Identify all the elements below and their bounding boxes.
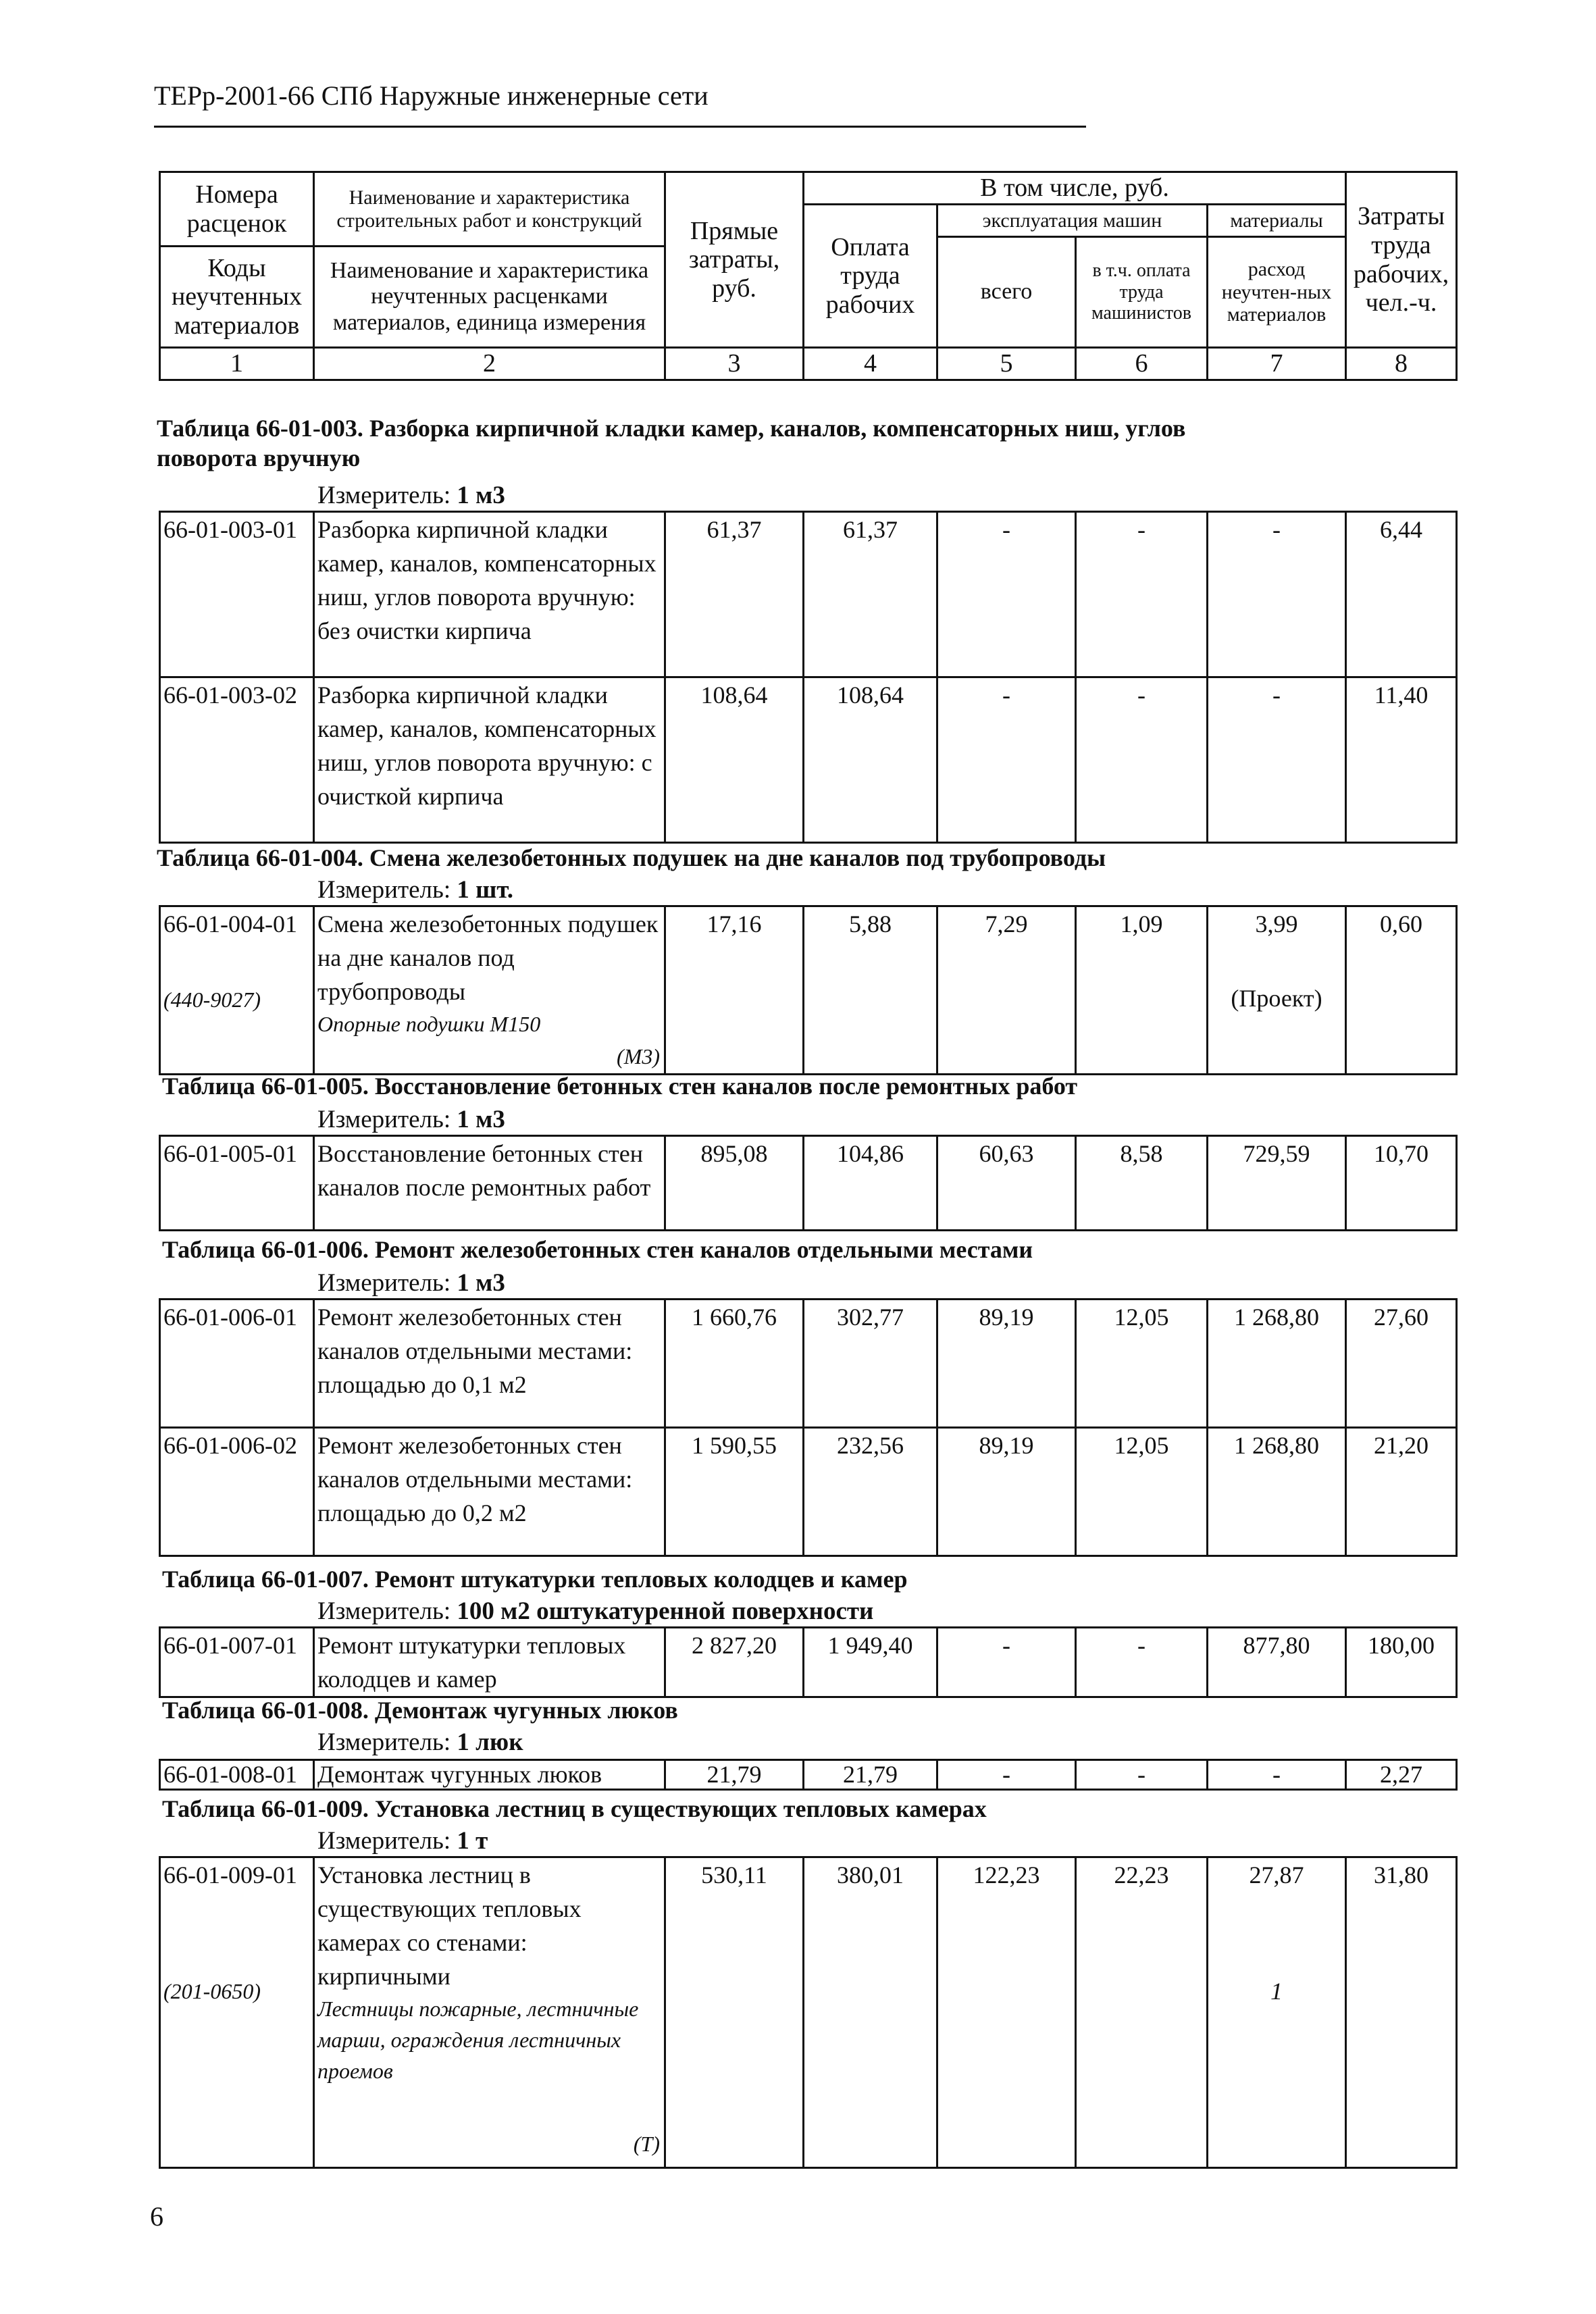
col-number: 8 bbox=[1346, 348, 1457, 380]
materials-cost: 3,99 bbox=[1255, 910, 1298, 937]
work-name-cell bbox=[314, 906, 665, 1075]
direct-cost: 108,64 bbox=[665, 677, 804, 843]
rate-code: 66-01-009-01 bbox=[163, 1861, 297, 1888]
work-name: Восстановление бетонных стен каналов после ремонтных работ bbox=[314, 1136, 665, 1231]
section-title: Таблица 66-01-008. Демонтаж чугунных люков bbox=[162, 1697, 678, 1724]
column-header-table bbox=[159, 171, 1458, 381]
material-consumption: 1 bbox=[1270, 1978, 1283, 2005]
col-number: 3 bbox=[665, 348, 804, 380]
material-code: (440-9027) bbox=[163, 987, 261, 1012]
direct-cost: 21,79 bbox=[665, 1760, 804, 1790]
work-name-cell bbox=[314, 1857, 665, 2168]
machinist-pay: - bbox=[1076, 1628, 1208, 1697]
labor-hours: 10,70 bbox=[1346, 1136, 1457, 1231]
work-name: Разборка кирпичной кладки камер, каналов, компенсаторных ниш, углов поворота вручную: без очистки кирпича bbox=[314, 512, 665, 677]
table-row bbox=[160, 1628, 1457, 1697]
rate-code: 66-01-004-01 bbox=[163, 910, 297, 937]
header-rule bbox=[154, 126, 1086, 128]
col-head-7: расход неучтен-ных материалов bbox=[1208, 237, 1346, 348]
section-unit: Измеритель: 1 м3 bbox=[317, 1106, 505, 1133]
rate-code: 66-01-006-02 bbox=[160, 1428, 314, 1556]
work-name: Смена железобетонных подушек на дне каналов под трубопроводы bbox=[317, 910, 659, 1005]
section-table bbox=[159, 511, 1458, 844]
labor-pay: 232,56 bbox=[804, 1428, 937, 1556]
section-title: Таблица 66-01-003. Разборка кирпичной кладки камер, каналов, компенсаторных ниш, углов поворота вручную bbox=[157, 415, 1186, 471]
materials-cost: 729,59 bbox=[1208, 1136, 1346, 1231]
section-title: Таблица 66-01-009. Установка лестниц в существующих тепловых камерах bbox=[162, 1795, 987, 1822]
section-table bbox=[159, 1856, 1458, 2169]
material-unit: (Т) bbox=[633, 2132, 660, 2156]
material-unit: (М3) bbox=[617, 1044, 660, 1069]
rate-code: 66-01-005-01 bbox=[160, 1136, 314, 1231]
rate-code: 66-01-007-01 bbox=[160, 1628, 314, 1697]
col-number: 6 bbox=[1076, 348, 1208, 380]
material-code: (201-0650) bbox=[163, 1979, 261, 2003]
labor-pay: 104,86 bbox=[804, 1136, 937, 1231]
materials-cost: 1 268,80 bbox=[1208, 1428, 1346, 1556]
machinist-pay: - bbox=[1076, 1760, 1208, 1790]
table-row bbox=[160, 1136, 1457, 1231]
labor-pay: 302,77 bbox=[804, 1300, 937, 1428]
col-head-4: Оплата труда рабочих bbox=[804, 205, 937, 348]
section-title: Таблица 66-01-007. Ремонт штукатурки тепловых колодцев и камер bbox=[162, 1566, 908, 1593]
direct-cost: 895,08 bbox=[665, 1136, 804, 1231]
materials-cell bbox=[1208, 1857, 1346, 2168]
materials-cost: - bbox=[1208, 677, 1346, 843]
section-table bbox=[159, 1759, 1458, 1791]
col-head-1b: Коды неучтенных материалов bbox=[160, 247, 314, 348]
machinist-pay: - bbox=[1076, 677, 1208, 843]
section-unit: Измеритель: 1 м3 bbox=[317, 1269, 505, 1297]
machines-total: 122,23 bbox=[937, 1857, 1076, 2168]
labor-pay: 5,88 bbox=[804, 906, 937, 1075]
running-header: ТЕРр-2001-66 СПб Наружные инженерные сети bbox=[154, 80, 709, 111]
rate-code: 66-01-003-01 bbox=[160, 512, 314, 677]
col-head-2a: Наименование и характеристика строительных работ и конструкций bbox=[314, 172, 665, 247]
section-unit: Измеритель: 1 шт. bbox=[317, 876, 514, 904]
section-title: Таблица 66-01-005. Восстановление бетонных стен каналов после ремонтных работ bbox=[162, 1073, 1078, 1100]
labor-hours: 21,20 bbox=[1346, 1428, 1457, 1556]
materials-cost: 1 268,80 bbox=[1208, 1300, 1346, 1428]
work-name: Демонтаж чугунных люков bbox=[314, 1760, 665, 1790]
machinist-pay: 22,23 bbox=[1076, 1857, 1208, 2168]
labor-pay: 108,64 bbox=[804, 677, 937, 843]
section-table bbox=[159, 1626, 1458, 1698]
col-head-5: всего bbox=[937, 237, 1076, 348]
col-head-machines: эксплуатация машин bbox=[937, 205, 1208, 237]
labor-hours: 2,27 bbox=[1346, 1760, 1457, 1790]
col-number: 7 bbox=[1208, 348, 1346, 380]
section-table bbox=[159, 905, 1458, 1075]
section-unit: Измеритель: 1 люк bbox=[317, 1728, 523, 1756]
rate-code: 66-01-003-02 bbox=[160, 677, 314, 843]
work-name: Ремонт железобетонных стен каналов отдельными местами: площадью до 0,1 м2 bbox=[314, 1300, 665, 1428]
col-head-2b: Наименование и характеристика неучтенных расценками материалов, единица измерения bbox=[314, 247, 665, 348]
material-name: Лестницы пожарные, лестничные марши, ограждения лестничных проемов bbox=[317, 1997, 639, 2083]
labor-hours: 31,80 bbox=[1346, 1857, 1457, 2168]
col-number: 4 bbox=[804, 348, 937, 380]
labor-hours: 180,00 bbox=[1346, 1628, 1457, 1697]
col-head-1a: Номера расценок bbox=[160, 172, 314, 247]
table-row bbox=[160, 906, 1457, 1075]
machinist-pay: 8,58 bbox=[1076, 1136, 1208, 1231]
labor-hours: 6,44 bbox=[1346, 512, 1457, 677]
materials-cell bbox=[1208, 906, 1346, 1075]
machinist-pay: 1,09 bbox=[1076, 906, 1208, 1075]
direct-cost: 2 827,20 bbox=[665, 1628, 804, 1697]
section-unit: Измеритель: 1 т bbox=[317, 1827, 488, 1855]
labor-pay: 21,79 bbox=[804, 1760, 937, 1790]
table-row bbox=[160, 512, 1457, 677]
col-number: 1 bbox=[160, 348, 314, 380]
machinist-pay: - bbox=[1076, 512, 1208, 677]
labor-hours: 11,40 bbox=[1346, 677, 1457, 843]
direct-cost: 530,11 bbox=[665, 1857, 804, 2168]
machines-total: 89,19 bbox=[937, 1428, 1076, 1556]
table-row bbox=[160, 1760, 1457, 1790]
table-row bbox=[160, 677, 1457, 843]
col-head-6: в т.ч. оплата труда машинистов bbox=[1076, 237, 1208, 348]
labor-hours: 0,60 bbox=[1346, 906, 1457, 1075]
machines-total: 60,63 bbox=[937, 1136, 1076, 1231]
machines-total: - bbox=[937, 677, 1076, 843]
labor-hours: 27,60 bbox=[1346, 1300, 1457, 1428]
col-head-8: Затраты труда рабочих, чел.-ч. bbox=[1346, 172, 1457, 348]
column-numbers-row bbox=[160, 348, 1457, 380]
col-head-3: Прямые затраты, руб. bbox=[665, 172, 804, 348]
rate-code-cell bbox=[160, 1857, 314, 2168]
work-name: Ремонт штукатурки тепловых колодцев и камер bbox=[314, 1628, 665, 1697]
rate-code: 66-01-008-01 bbox=[160, 1760, 314, 1790]
machinist-pay: 12,05 bbox=[1076, 1428, 1208, 1556]
machinist-pay: 12,05 bbox=[1076, 1300, 1208, 1428]
machines-total: 89,19 bbox=[937, 1300, 1076, 1428]
direct-cost: 1 590,55 bbox=[665, 1428, 804, 1556]
col-head-materials: материалы bbox=[1208, 205, 1346, 237]
work-name: Ремонт железобетонных стен каналов отдельными местами: площадью до 0,2 м2 bbox=[314, 1428, 665, 1556]
section-table bbox=[159, 1135, 1458, 1231]
col-number: 2 bbox=[314, 348, 665, 380]
work-name: Установка лестниц в существующих тепловых камерах со стенами: кирпичными bbox=[317, 1861, 582, 1990]
direct-cost: 17,16 bbox=[665, 906, 804, 1075]
direct-cost: 61,37 bbox=[665, 512, 804, 677]
materials-cost: - bbox=[1208, 1760, 1346, 1790]
table-row bbox=[160, 1300, 1457, 1428]
section-title: Таблица 66-01-004. Смена железобетонных подушек на дне каналов под трубопроводы bbox=[157, 844, 1106, 871]
machines-total: - bbox=[937, 1760, 1076, 1790]
materials-cost: 877,80 bbox=[1208, 1628, 1346, 1697]
section-unit: Измеритель: 100 м2 оштукатуренной поверхности bbox=[317, 1597, 874, 1625]
table-row bbox=[160, 1428, 1457, 1556]
labor-pay: 1 949,40 bbox=[804, 1628, 937, 1697]
col-head-incl: В том числе, руб. bbox=[804, 172, 1346, 205]
section-unit: Измеритель: 1 м3 bbox=[317, 482, 505, 509]
section-title: Таблица 66-01-006. Ремонт железобетонных стен каналов отдельными местами bbox=[162, 1236, 1033, 1263]
material-name: Опорные подушки М150 bbox=[317, 1012, 541, 1036]
machines-total: - bbox=[937, 512, 1076, 677]
work-name: Разборка кирпичной кладки камер, каналов, компенсаторных ниш, углов поворота вручную: с очисткой кирпича bbox=[314, 677, 665, 843]
machines-total: 7,29 bbox=[937, 906, 1076, 1075]
table-row bbox=[160, 1857, 1457, 2168]
rate-code: 66-01-006-01 bbox=[160, 1300, 314, 1428]
labor-pay: 380,01 bbox=[804, 1857, 937, 2168]
materials-cost: 27,87 bbox=[1249, 1861, 1304, 1888]
col-number: 5 bbox=[937, 348, 1076, 380]
labor-pay: 61,37 bbox=[804, 512, 937, 677]
materials-cost: - bbox=[1208, 512, 1346, 677]
rate-code-cell bbox=[160, 906, 314, 1075]
machines-total: - bbox=[937, 1628, 1076, 1697]
section-table bbox=[159, 1298, 1458, 1557]
material-consumption: (Проект) bbox=[1231, 985, 1322, 1012]
direct-cost: 1 660,76 bbox=[665, 1300, 804, 1428]
page-number: 6 bbox=[150, 2201, 163, 2232]
